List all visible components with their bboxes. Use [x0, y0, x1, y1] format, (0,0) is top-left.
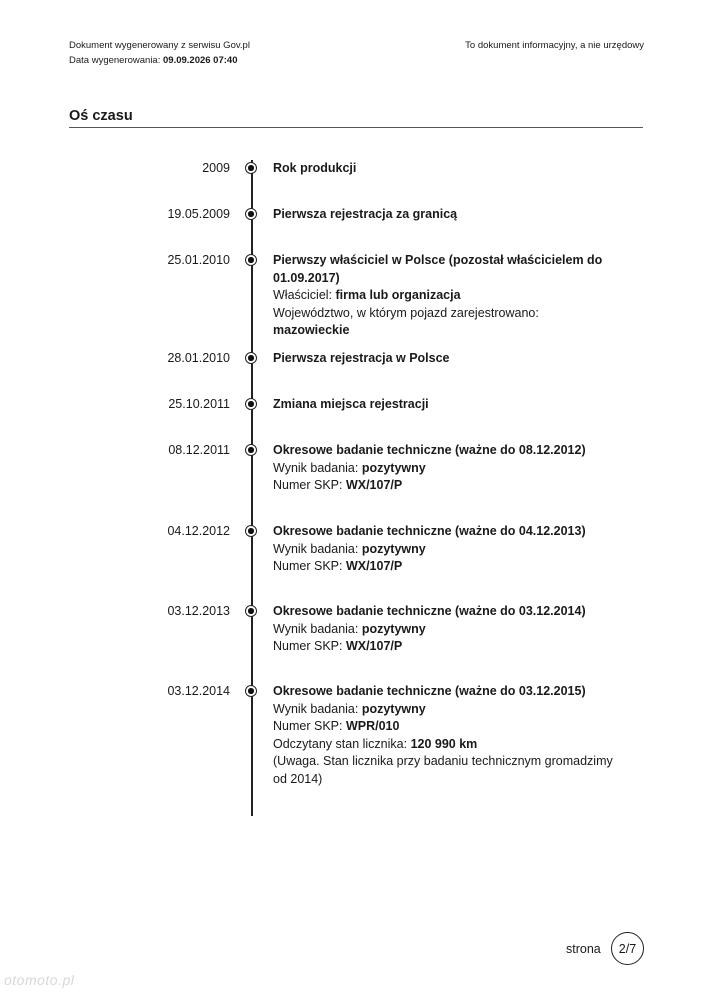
timeline-event-title: Pierwszy właściciel w Polsce (pozostał właścicielem do 01.09.2017): [273, 253, 603, 285]
timeline-date: 03.12.2014: [167, 684, 230, 698]
timeline-detail-line: [273, 621, 613, 639]
timeline-content: [273, 683, 613, 788]
timeline-date: 28.01.2010: [167, 351, 230, 365]
detail-label: Województwo, w którym pojazd zarejestrowano:: [273, 305, 539, 320]
timeline-content: [273, 396, 613, 414]
timeline-detail-line: [273, 753, 613, 788]
page-number-badge: [611, 932, 644, 965]
timeline-marker-icon: [245, 444, 257, 456]
detail-value: pozytywny: [361, 541, 426, 556]
timeline-event-title: Pierwsza rejestracja za granicą: [273, 207, 458, 221]
detail-label: Wynik badania:: [273, 701, 362, 716]
timeline-marker-icon: [245, 352, 257, 364]
detail-label: Właściciel:: [273, 288, 336, 302]
detail-label: Numer SKP:: [273, 478, 346, 492]
detail-label: Numer SKP:: [273, 719, 346, 733]
generation-date-line: [69, 53, 250, 68]
timeline-detail-line: [273, 638, 613, 656]
page-label: strona: [566, 942, 601, 956]
timeline-detail-line: [273, 541, 613, 559]
timeline-detail-line: [273, 736, 613, 754]
timeline-date: 08.12.2011: [168, 443, 230, 457]
document-source-info: [69, 38, 250, 68]
timeline-marker-icon: [245, 525, 257, 537]
document-disclaimer: To dokument informacyjny, a nie urzędowy: [465, 40, 644, 51]
detail-value: WX/107/P: [345, 478, 403, 492]
timeline-date: 04.12.2012: [167, 524, 230, 538]
timeline-content: [273, 206, 613, 224]
timeline-content: [273, 523, 613, 576]
timeline-date: 03.12.2013: [167, 604, 230, 618]
timeline-event-title: Zmiana miejsca rejestracji: [273, 397, 429, 411]
timeline-event-title: Pierwsza rejestracja w Polsce: [273, 351, 450, 365]
detail-value: firma lub organizacja: [335, 288, 461, 302]
detail-label: Wynik badania:: [273, 460, 362, 475]
generation-date-label: Data wygenerowania:: [69, 55, 163, 66]
timeline-detail-line: [273, 558, 613, 576]
section-title: Oś czasu: [69, 108, 643, 128]
timeline-marker-icon: [245, 605, 257, 617]
timeline-marker-icon: [245, 398, 257, 410]
watermark-logo: otomoto.pl: [4, 972, 75, 988]
timeline-content: [273, 603, 613, 656]
timeline-detail-line: [273, 718, 613, 736]
timeline-marker-icon: [245, 685, 257, 697]
timeline-detail-line: [273, 701, 613, 719]
detail-label: (Uwaga. Stan licznika przy badaniu technicznym gromadzimy od 2014): [273, 754, 613, 786]
timeline-detail-line: [273, 460, 613, 478]
timeline-event-title: Okresowe badanie techniczne (ważne do 03.12.2014): [273, 604, 586, 618]
timeline-detail-line: [273, 287, 613, 305]
page-number: 2/7: [618, 941, 637, 956]
timeline-content: [273, 350, 613, 368]
detail-label: Numer SKP:: [273, 559, 346, 573]
timeline-content: [273, 442, 613, 495]
timeline-event-title: Okresowe badanie techniczne (ważne do 08.12.2012): [273, 443, 586, 457]
timeline-event-title: Okresowe badanie techniczne (ważne do 03.12.2015): [273, 684, 586, 698]
generation-date-value: 09.09.2026 07:40: [163, 55, 238, 66]
detail-value: pozytywny: [361, 460, 426, 475]
detail-value: mazowieckie: [273, 323, 350, 337]
timeline-detail-line: [273, 305, 613, 340]
timeline-detail-line: [273, 477, 613, 495]
timeline-date: 25.01.2010: [167, 253, 230, 267]
timeline-event-title: Rok produkcji: [273, 161, 357, 175]
timeline-marker-icon: [245, 254, 257, 266]
timeline-date: 19.05.2009: [167, 207, 230, 221]
document-source-label: Dokument wygenerowany z serwisu Gov.pl: [69, 40, 250, 51]
timeline-event-title: Okresowe badanie techniczne (ważne do 04.12.2013): [273, 524, 586, 538]
detail-value: pozytywny: [361, 701, 426, 716]
timeline-content: [273, 252, 613, 340]
timeline-content: [273, 160, 613, 178]
timeline-marker-icon: [245, 162, 257, 174]
detail-label: Wynik badania:: [273, 621, 362, 636]
detail-value: WPR/010: [345, 719, 400, 733]
detail-label: Numer SKP:: [273, 639, 346, 653]
detail-label: Wynik badania:: [273, 541, 362, 556]
detail-value: WX/107/P: [345, 559, 403, 573]
timeline-marker-icon: [245, 208, 257, 220]
detail-label: Odczytany stan licznika:: [273, 736, 411, 751]
timeline-date: 2009: [202, 161, 230, 175]
detail-value: WX/107/P: [345, 639, 403, 653]
detail-value: 120 990 km: [410, 736, 478, 751]
timeline-date: 25.10.2011: [168, 397, 230, 411]
detail-value: pozytywny: [361, 621, 426, 636]
